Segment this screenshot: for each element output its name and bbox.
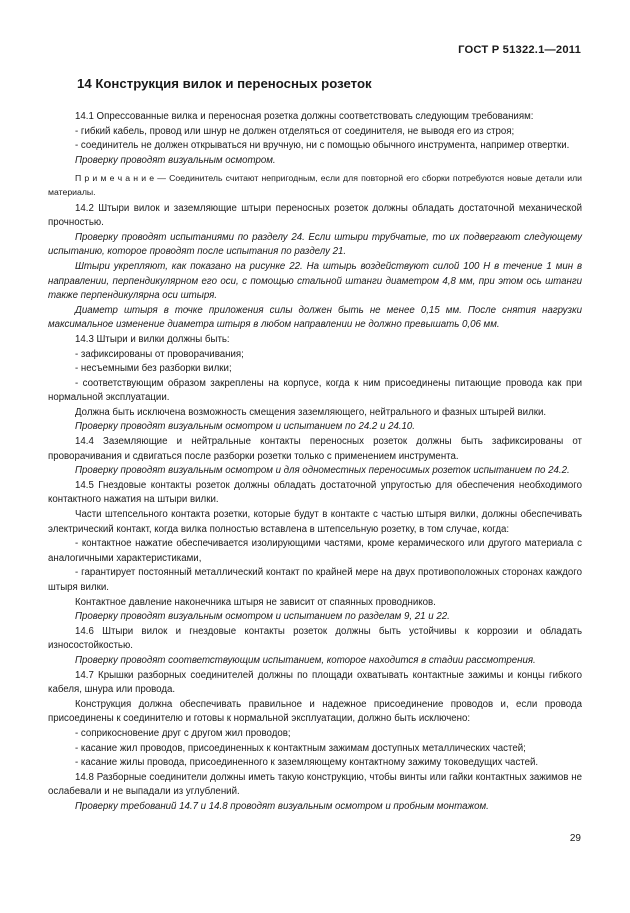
section-title: 14 Конструкция вилок и переносных розеток xyxy=(77,76,372,91)
test-method: Проверку проводят визуальным осмотром. xyxy=(75,154,276,166)
paragraph: 14.1 Опрессованные вилка и переносная розетка должны соответствовать следующим требованиям: xyxy=(75,111,534,122)
paragraph: Должна быть исключена возможность смещения заземляющего, нейтрального и фазных штырей вилки. xyxy=(75,406,547,418)
test-method: Проверку проводят визуальным осмотром и для одноместных переносимых розеток испытанием по 24.2. xyxy=(75,465,570,477)
paragraph: Конструкция должна обеспечивать правильное и надежное присоединение проводов и, если провода присоединены к соединителю и готовы к нормальной эксплуатации, должно быть исключено: xyxy=(48,698,582,725)
list-item: - соединитель не должен открываться ни вручную, ни с помощью обычного инструмента, например отвертки. xyxy=(75,140,570,152)
list-item: - касание жилы провода, присоединенного к заземляющему контактному зажиму токоведущих частей. xyxy=(75,757,539,769)
paragraph: 14.7 Крышки разборных соединителей должны по площади охватывать контактные зажимы и концы гибкого кабеля, шнура или провода. xyxy=(48,669,582,696)
test-method: Диаметр штыря в точке приложения силы должен быть не менее 0,15 мм. После снятия нагрузки максимальное изменение диаметра штыря в любом направлении не должно превышать 0,06 мм. xyxy=(48,304,582,331)
paragraph: 14.2 Штыри вилок и заземляющие штыри переносных розеток должны обладать достаточной механической прочностью. xyxy=(48,202,582,229)
test-method: Проверку проводят визуальным осмотром и испытанием по 24.2 и 24.10. xyxy=(75,421,415,433)
list-item: - гибкий кабель, провод или шнур не должен отделяться от соединителя, не выводя его из строя; xyxy=(75,125,515,137)
list-item: - зафиксированы от проворачивания; xyxy=(75,348,244,360)
paragraph: 14.3 Штыри и вилки должны быть: xyxy=(75,333,230,345)
test-method: Проверку проводят испытаниями по разделу 24. Если штыри трубчатые, то их подвергают следующему испытанию, которое проводят после испытания по разделу 21. xyxy=(48,231,582,258)
test-method: Штыри укрепляют, как показано на рисунке 22. На штырь воздействуют силой 100 Н в течение 1 мин в направлении, перпендикулярном его оси, с помощью стальной штанги диаметром 4,8 мм, при этом ось штанги также перпендикулярна оси штыря. xyxy=(48,260,582,302)
test-method: Проверку проводят соответствующим испытанием, которое находится в стадии рассмотрения. xyxy=(75,654,536,666)
list-item: - соответствующим образом закреплены на корпусе, когда к ним присоединены питающие провода как при нормальной эксплуатации. xyxy=(48,377,582,404)
list-item: - несъемными без разборки вилки; xyxy=(75,363,232,375)
list-item: - соприкосновение друг с другом жил проводов; xyxy=(75,727,291,739)
paragraph: Части штепсельного контакта розетки, которые будут в контакте с частью штыря вилки, должны обеспечивать электрический контакт, когда вилка полностью вставлена в штепсельную розетку, в том случае, когда: xyxy=(48,509,582,535)
note: П р и м е ч а н и е — Соединитель считают непригодным, если для повторной его сборки потребуются новые детали или материалы. xyxy=(48,173,582,197)
paragraph: 14.8 Разборные соединители должны иметь такую конструкцию, чтобы винты или гайки контактных зажимов не ослабевали и не выпадали из углублений. xyxy=(48,771,582,798)
list-item: - гарантирует постоянный металлический контакт по крайней мере на двух противоположных сторонах каждого штыря вилки. xyxy=(48,567,582,593)
list-item: - касание жил проводов, присоединенных к контактным зажимам доступных металлических частей; xyxy=(75,742,526,754)
list-item: - контактное нажатие обеспечивается изолирующими частями, кроме керамического или другого материала с аналогичными характеристиками, xyxy=(48,538,582,564)
test-method: Проверку проводят визуальным осмотром и испытанием по разделам 9, 21 и 22. xyxy=(75,611,450,623)
paragraph: Контактное давление наконечника штыря не зависит от спаянных проводников. xyxy=(75,596,436,608)
test-method: Проверку требований 14.7 и 14.8 проводят визуальным осмотром и пробным монтажом. xyxy=(75,800,489,812)
section-body xyxy=(48,110,582,815)
document-code: ГОСТ Р 51322.1—2011 xyxy=(458,44,581,56)
paragraph: 14.4 Заземляющие и нейтральные контакты переносных розеток должны быть зафиксированы от проворачивания и сдвигаться после разборки розетки только с применением инструмента. xyxy=(48,436,582,462)
paragraph: 14.6 Штыри вилок и гнездовые контакты розеток должны быть устойчивы к коррозии и обладать износостойкостью. xyxy=(48,625,582,652)
page-number: 29 xyxy=(569,833,581,844)
paragraph: 14.5 Гнездовые контакты розеток должны обладать достаточной упругостью для обеспечения необходимого контактного нажатия на штыри вилки. xyxy=(48,479,582,506)
